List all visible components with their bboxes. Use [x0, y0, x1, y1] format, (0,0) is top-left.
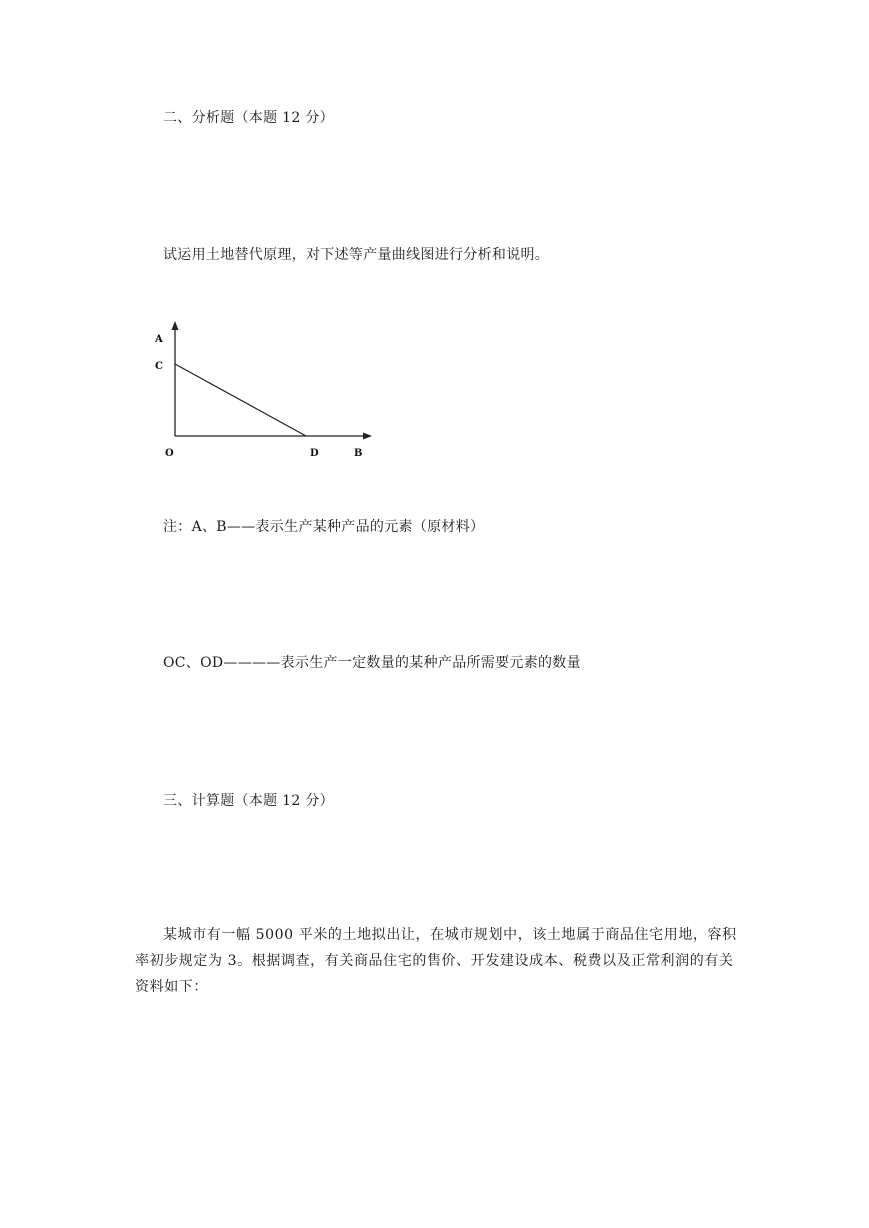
isoquant-line: [175, 364, 306, 436]
vertical-axis-arrow: [172, 321, 179, 330]
label-a: A: [155, 334, 163, 345]
section3-heading: 三、计算题（本题 12 分）: [163, 793, 334, 809]
label-c: C: [155, 361, 163, 372]
isoquant-diagram: [148, 318, 388, 468]
note-oc-od: OC、OD————表示生产一定数量的某种产品所需要元素的数量: [163, 655, 581, 671]
label-b: B: [354, 448, 363, 459]
section3-paragraph: 某城市有一幅 5000 平米的土地拟出让，在城市规划中，该土地属于商品住宅用地，容积率初步规定为 3。根据调查，有关商品住宅的售价、开发建设成本、税费以及正常利润的有关资料如下：: [135, 927, 737, 995]
horizontal-axis-arrow: [363, 433, 372, 440]
section2-question: 试运用土地替代原理，对下述等产量曲线图进行分析和说明。: [163, 247, 550, 263]
isoquant-figure: [148, 318, 388, 468]
section2-heading: 二、分析题（本题 12 分）: [163, 110, 334, 126]
note-a-b: 注：A、B——表示生产某种产品的元素（原材料）: [163, 519, 485, 535]
label-d: D: [310, 448, 319, 459]
label-o: O: [165, 448, 174, 459]
